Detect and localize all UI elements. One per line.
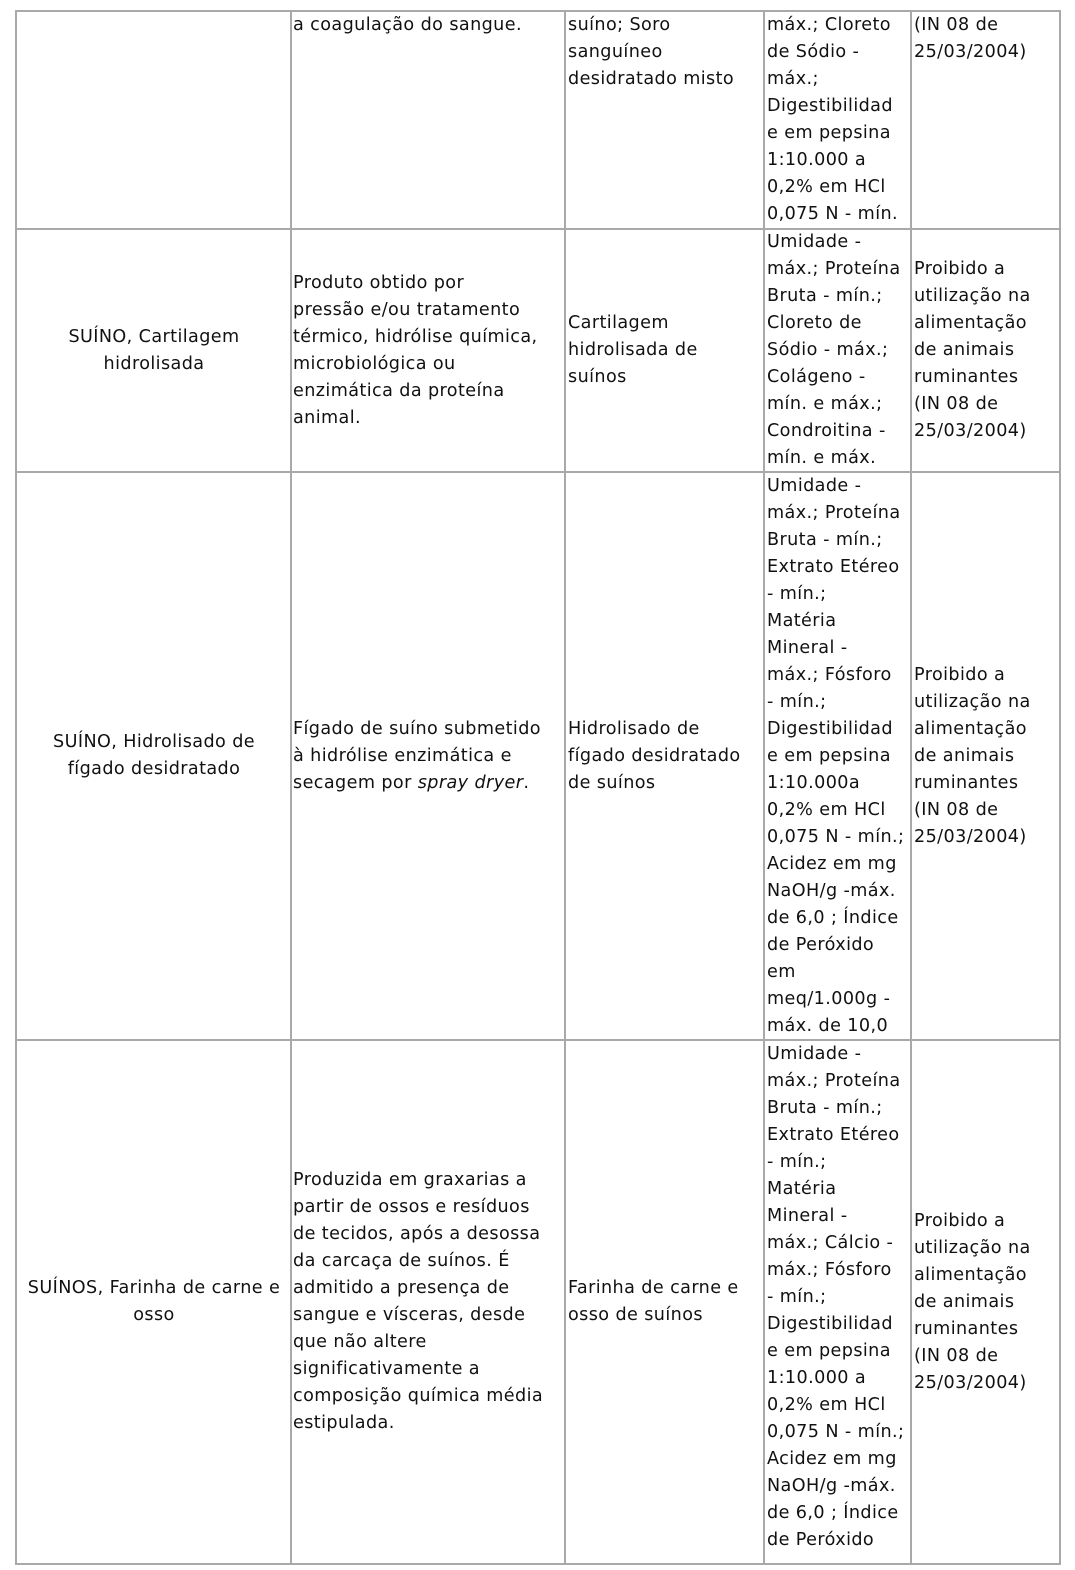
- description-cell: [292, 1041, 564, 1563]
- ingredient-name-cell: [17, 473, 291, 1039]
- restriction-cell: [913, 1041, 1059, 1563]
- product-text: Cartilagem hidrolisada de suínos: [568, 313, 698, 387]
- description-text-part: Fígado de suíno submetido à hidrólise enzimática e secagem por: [293, 718, 541, 793]
- restriction-cell: [913, 230, 1059, 471]
- description-text: a coagulação do sangue.: [293, 15, 522, 35]
- restriction-text: Proibido a utilização na alimentação de animais ruminantes (IN 08 de 25/03/2004): [914, 259, 1031, 441]
- table-border-right: [1059, 10, 1061, 1565]
- guarantees-cell: [766, 1041, 911, 1563]
- product-text: Hidrolisado de fígado desidratado de suínos: [568, 718, 741, 793]
- restriction-text: Proibido a utilização na alimentação de animais ruminantes (IN 08 de 25/03/2004): [914, 664, 1031, 847]
- product-cell: [567, 473, 765, 1039]
- restriction-cell: [913, 473, 1059, 1039]
- restriction-text: Proibido a utilização na alimentação de animais ruminantes (IN 08 de 25/03/2004): [914, 1210, 1031, 1393]
- guarantees-text: Umidade - máx.; Proteína Bruta - mín.; Cloreto de Sódio - máx.; Colágeno - mín. e máx.; Condroitina - mín. e máx.: [767, 232, 901, 468]
- product-cell: [567, 1041, 765, 1563]
- ingredient-name-cell: [17, 1041, 291, 1563]
- restriction-text: (IN 08 de 25/03/2004): [914, 15, 1027, 62]
- description-cell: [292, 230, 564, 471]
- description-emphasis: spray dryer: [417, 772, 524, 793]
- guarantees-text: Umidade - máx.; Proteína Bruta - mín.; Extrato Etéreo - mín.; Matéria Mineral - máx.; Fósforo - mín.; Digestibilidad e em pepsina 1:10.000a 0,2% em HCl 0,075 N - mín.; Acidez em mg NaOH/g -máx. de 6,0 ; Índice de Peróxido em meq/1.000g - máx. de 10,0: [767, 475, 905, 1036]
- guarantees-text: Umidade - máx.; Proteína Bruta - mín.; Extrato Etéreo - mín.; Matéria Mineral - máx.; Cálcio - máx.; Fósforo - mín.; Digestibilidad e em pepsina 1:10.000 a 0,2% em HCl 0,075 N - mín.; Acidez em mg NaOH/g -máx. de 6,0 ; Índice de Peróxido: [767, 1044, 905, 1550]
- description-text: Produzida em graxarias a partir de ossos e resíduos de tecidos, após a desossa da carcaça de suínos. É admitido a presença de sangue e vísceras, desde que não altere significativamente a composição química média estipulada.: [293, 1170, 544, 1433]
- ingredient-name: SUÍNOS, Farinha de carne e osso: [27, 1278, 281, 1325]
- ingredients-table: [15, 10, 1061, 1565]
- product-cell: [567, 230, 765, 471]
- description-cell: [292, 12, 564, 228]
- description-text: Produto obtido por pressão e/ou tratamento térmico, hidrólise química, microbiológica ou enzimática da proteína animal.: [293, 272, 538, 428]
- ingredient-name-cell: [17, 12, 291, 228]
- product-cell: [567, 12, 765, 228]
- ingredient-name: SUÍNO, Cartilagem hidrolisada: [68, 326, 240, 374]
- table-border-bottom: [15, 1563, 1061, 1565]
- guarantees-cell: [766, 12, 911, 228]
- ingredient-name-cell: [17, 230, 291, 471]
- guarantees-cell: [766, 230, 911, 471]
- guarantees-text: máx.; Cloreto de Sódio - máx.; Digestibilidad e em pepsina 1:10.000 a 0,2% em HCl 0,075 N - mín.: [767, 15, 899, 224]
- column-divider: [564, 10, 566, 1565]
- product-text: Farinha de carne e osso de suínos: [568, 1278, 739, 1325]
- restriction-cell: [913, 12, 1059, 228]
- description-text: [293, 716, 564, 797]
- guarantees-cell: [766, 473, 911, 1039]
- description-cell: [292, 473, 564, 1039]
- ingredient-name: SUÍNO, Hidrolisado de fígado desidratado: [53, 732, 255, 779]
- product-text: suíno; Soro sanguíneo desidratado misto: [568, 15, 735, 89]
- description-text-part: .: [523, 772, 530, 793]
